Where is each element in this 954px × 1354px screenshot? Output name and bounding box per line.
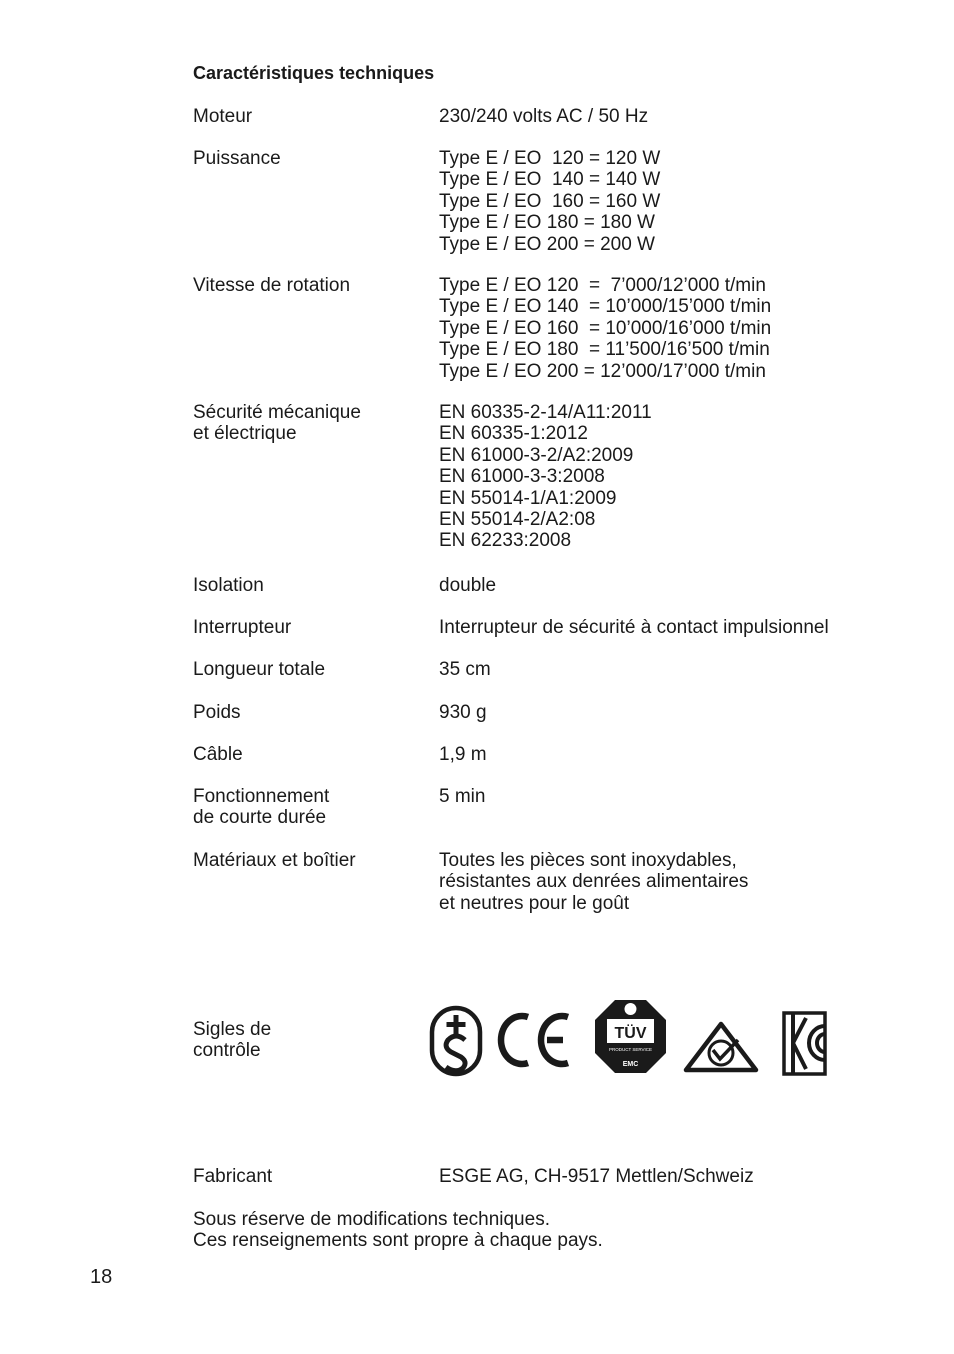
- value-norme: EN 62233:2008: [439, 530, 572, 552]
- tuv-logo-subtext: PRODUCT SERVICE: [608, 1047, 653, 1052]
- emc-logo-text: EMC: [622, 1061, 639, 1068]
- label-interrupteur: Interrupteur: [193, 617, 292, 638]
- value-cable: 1,9 m: [439, 744, 487, 765]
- footer-note-line: Sous réserve de modifications techniques.: [193, 1209, 550, 1230]
- value-moteur: 230/240 volts AC / 50 Hz: [439, 106, 649, 127]
- label-poids: Poids: [193, 702, 241, 723]
- label-securite-line: Sécurité mécanique: [193, 402, 361, 423]
- value-norme: EN 60335-1:2012: [439, 423, 588, 445]
- value-materiaux-line: et neutres pour le goût: [439, 892, 630, 914]
- value-norme: EN 61000-3-3:2008: [439, 466, 605, 488]
- label-sigles-line: Sigles de: [193, 1019, 272, 1040]
- label-cable: Câble: [193, 744, 243, 765]
- label-vitesse: Vitesse de rotation: [193, 275, 351, 296]
- value-materiaux-line: résistantes aux denrées alimentaires: [439, 871, 749, 893]
- label-fonctionnement-line: de courte durée: [193, 807, 327, 829]
- page-number: 18: [90, 1266, 113, 1288]
- ce-mark-icon: [501, 1016, 568, 1064]
- label-isolation: Isolation: [193, 575, 264, 596]
- kc-mark-icon: [784, 1013, 825, 1074]
- value-puissance-line: Type E / EO 180 = 180 W: [439, 212, 655, 234]
- value-vitesse-line: Type E / EO 140 = 10’000/15’000 t/min: [439, 296, 772, 318]
- label-securite-line: et électrique: [193, 423, 297, 445]
- tuv-product-service-icon: [595, 1000, 666, 1073]
- rcm-mark-icon: [686, 1024, 756, 1070]
- label-puissance: Puissance: [193, 148, 281, 169]
- label-longueur: Longueur totale: [193, 659, 326, 680]
- value-norme: EN 55014-1/A1:2009: [439, 487, 617, 509]
- value-interrupteur: Interrupteur de sécurité à contact impulsionnel: [439, 617, 829, 638]
- label-sigles-line: contrôle: [193, 1040, 261, 1062]
- value-poids: 930 g: [439, 702, 487, 723]
- value-fabricant: ESGE AG, CH-9517 Mettlen/Schweiz: [439, 1166, 754, 1187]
- value-puissance-line: Type E / EO 160 = 160 W: [439, 190, 661, 212]
- value-isolation: double: [439, 575, 497, 596]
- value-puissance-line: Type E / EO 140 = 140 W: [439, 169, 661, 191]
- value-vitesse-line: Type E / EO 200 = 12’000/17’000 t/min: [439, 360, 766, 382]
- value-vitesse-line: Type E / EO 120 = 7’000/12’000 t/min: [439, 275, 766, 296]
- label-fonctionnement-line: Fonctionnement: [193, 786, 330, 807]
- tuv-logo-text: TÜV: [614, 1025, 647, 1042]
- label-fabricant: Fabricant: [193, 1166, 273, 1187]
- value-norme: EN 61000-3-2/A2:2009: [439, 444, 634, 466]
- value-norme: EN 55014-2/A2:08: [439, 509, 596, 530]
- value-norme: EN 60335-2-14/A11:2011: [439, 402, 652, 423]
- value-vitesse-line: Type E / EO 180 = 11’500/16’500 t/min: [439, 339, 770, 361]
- value-materiaux-line: Toutes les pièces sont inoxydables,: [439, 850, 737, 871]
- swiss-safety-s-mark-icon: [432, 1008, 480, 1074]
- section-heading: Caractéristiques techniques: [193, 63, 435, 83]
- value-longueur: 35 cm: [439, 659, 491, 680]
- value-fonctionnement: 5 min: [439, 786, 486, 807]
- value-puissance-line: Type E / EO 120 = 120 W: [439, 148, 661, 169]
- certification-logos: [428, 995, 830, 1080]
- footer-note-line: Ces renseignements sont propre à chaque pays.: [193, 1230, 603, 1252]
- label-materiaux: Matériaux et boîtier: [193, 850, 356, 871]
- label-moteur: Moteur: [193, 106, 253, 127]
- value-vitesse-line: Type E / EO 160 = 10’000/16’000 t/min: [439, 317, 772, 339]
- value-puissance-line: Type E / EO 200 = 200 W: [439, 233, 655, 255]
